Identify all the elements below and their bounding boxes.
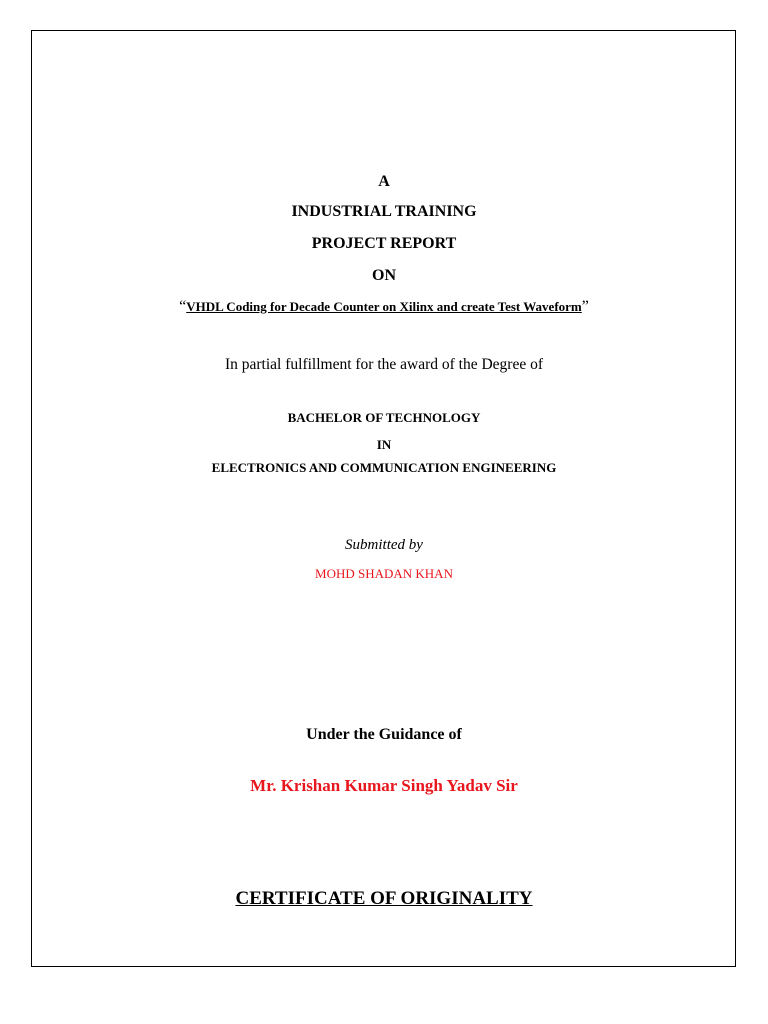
project-topic	[0, 299, 768, 315]
topic-title: VHDL Coding for Decade Counter on Xilinx and create Test Waveform	[186, 299, 582, 314]
page-border	[31, 30, 736, 967]
guide-name: Mr. Krishan Kumar Singh Yadav Sir	[250, 776, 518, 795]
heading-on: ON	[372, 267, 396, 284]
branch-name: ELECTRONICS AND COMMUNICATION ENGINEERING	[211, 460, 557, 475]
submitted-by-label: Submitted by	[345, 537, 423, 553]
heading-project-report: PROJECT REPORT	[311, 235, 457, 252]
heading-a: A	[378, 173, 390, 190]
degree-name: BACHELOR OF TECHNOLOGY	[287, 410, 481, 425]
topic-open-quote: “	[179, 298, 187, 315]
guidance-label: Under the Guidance of	[306, 726, 462, 743]
heading-industrial-training: INDUSTRIAL TRAINING	[291, 203, 477, 220]
topic-close-quote: ”	[581, 298, 589, 315]
partial-fulfillment-text: In partial fulfillment for the award of the Degree of	[224, 356, 544, 373]
certificate-heading: CERTIFICATE OF ORIGINALITY	[235, 888, 533, 909]
student-name: MOHD SHADAN KHAN	[315, 566, 453, 581]
degree-in: IN	[376, 437, 392, 452]
